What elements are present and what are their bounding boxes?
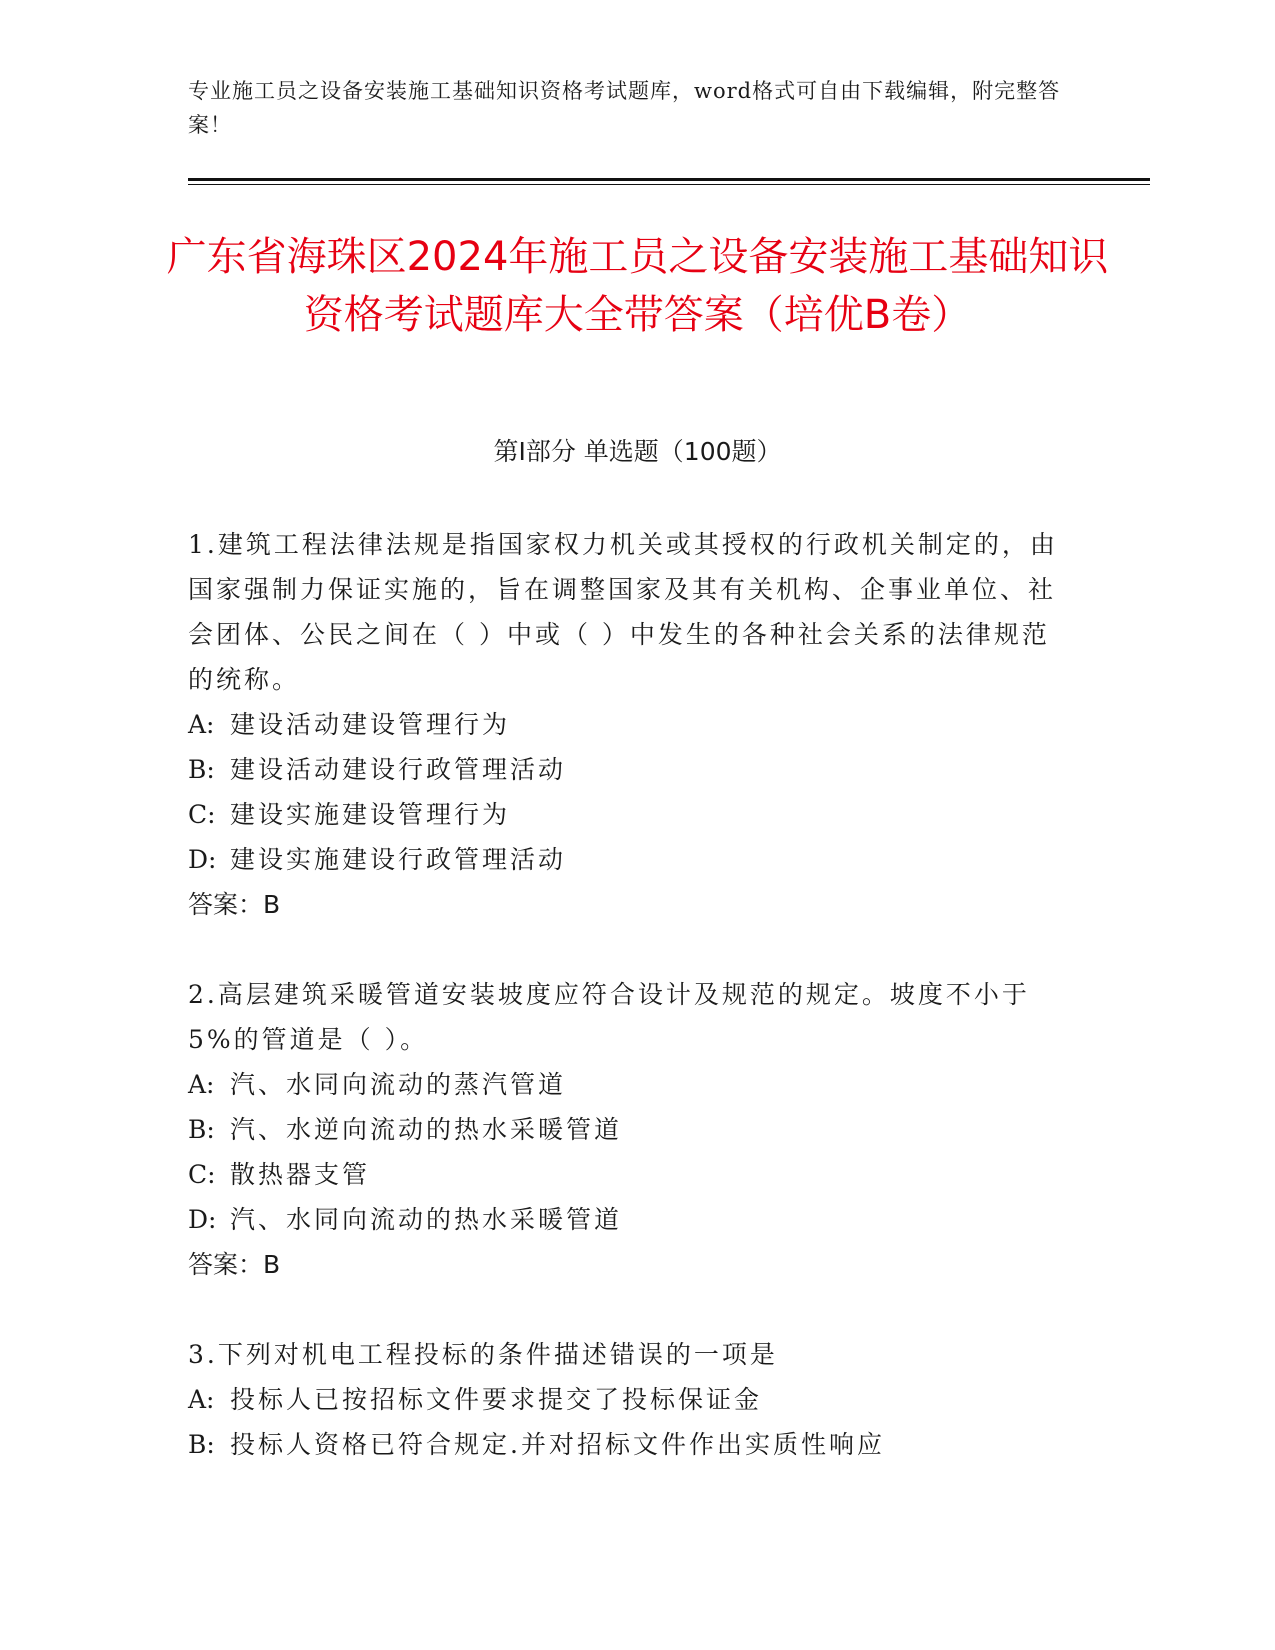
question-stem: 3.下列对机电工程投标的条件描述错误的一项是 [188, 1340, 778, 1369]
header-note: 专业施工员之设备安装施工基础知识资格考试题库，word格式可自由下载编辑，附完整答案！ [188, 79, 1061, 137]
header-divider-thick [188, 178, 1150, 181]
answer-line: 答案：B [188, 890, 281, 919]
question-stem: 1.建筑工程法律法规是指国家权力机关或其授权的行政机关制定的，由国家强制力保证实施的，旨在调整国家及其有关机构、企事业单位、社会团体、公民之间在（ ）中或（ ）中发生的各种社会关系的法律规范的统称。 [188, 530, 1058, 694]
option-key: A: [188, 1070, 215, 1099]
option-key: C: [188, 1160, 216, 1189]
document-title: 广东省海珠区2024年施工员之设备安装施工基础知识资格考试题库大全带答案（培优B卷） [166, 234, 1109, 338]
option-b [188, 1422, 1068, 1467]
option-key: B: [188, 1115, 215, 1144]
option-text: 建设活动建设管理行为 [230, 710, 511, 739]
option-key: A: [188, 1385, 215, 1414]
question-list [188, 522, 1068, 1512]
option-c [188, 1152, 1068, 1197]
option-key: B: [188, 755, 215, 784]
option-d [188, 837, 1068, 882]
option-c [188, 792, 1068, 837]
option-text: 建设实施建设管理行为 [230, 800, 511, 829]
option-key: A: [188, 710, 215, 739]
option-text: 投标人资格已符合规定.并对招标文件作出实质性响应 [230, 1430, 885, 1459]
option-d [188, 1197, 1068, 1242]
option-text: 投标人已按招标文件要求提交了投标保证金 [230, 1385, 763, 1414]
option-key: C: [188, 800, 216, 829]
option-a [188, 1377, 1068, 1422]
option-text: 散热器支管 [230, 1160, 371, 1189]
answer-line: 答案：B [188, 1250, 281, 1279]
option-a [188, 1062, 1068, 1107]
option-a [188, 702, 1068, 747]
option-text: 建设实施建设行政管理活动 [230, 845, 567, 874]
option-key: D: [188, 845, 217, 874]
option-text: 汽、水同向流动的蒸汽管道 [230, 1070, 567, 1099]
option-text: 汽、水同向流动的热水采暖管道 [230, 1205, 623, 1234]
question-stem: 2.高层建筑采暖管道安装坡度应符合设计及规范的规定。坡度不小于5%的管道是（ ）。 [188, 980, 1030, 1054]
question-3 [188, 1332, 1068, 1467]
option-b [188, 1107, 1068, 1152]
option-text: 建设活动建设行政管理活动 [230, 755, 567, 784]
question-2 [188, 972, 1068, 1287]
option-b [188, 747, 1068, 792]
option-text: 汽、水逆向流动的热水采暖管道 [230, 1115, 623, 1144]
header-divider-thin [188, 184, 1150, 185]
question-1 [188, 522, 1068, 927]
option-key: D: [188, 1205, 217, 1234]
option-key: B: [188, 1430, 215, 1459]
section-title: 第Ⅰ部分 单选题（100题） [493, 437, 782, 466]
